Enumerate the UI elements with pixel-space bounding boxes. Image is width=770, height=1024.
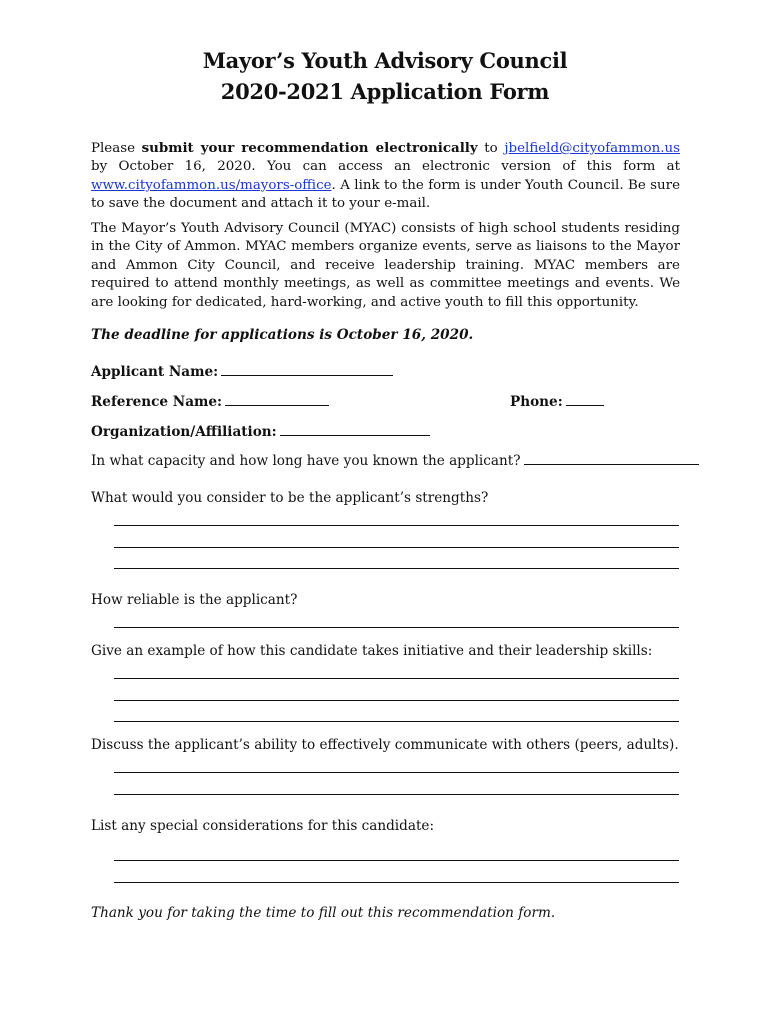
initiative-question: Give an example of how this candidate takes initiative and their leadership skills: xyxy=(91,643,653,659)
applicant-name-label: Applicant Name: xyxy=(91,364,219,380)
intro-emphasis: submit your recommendation electronically xyxy=(141,140,478,156)
reference-name-field[interactable] xyxy=(225,404,329,406)
strengths-answer-line[interactable] xyxy=(114,525,679,526)
intro-text: Please xyxy=(91,141,142,156)
special-answer-line[interactable] xyxy=(114,882,679,883)
phone-label: Phone: xyxy=(510,394,563,410)
phone-row xyxy=(510,394,604,410)
reference-name-label: Reference Name: xyxy=(91,394,223,410)
reference-name-row xyxy=(91,394,329,410)
intro-text: by October 16, 2020. You can access an electronic version of this form at xyxy=(91,159,680,175)
initiative-answer-line[interactable] xyxy=(114,678,679,679)
communicate-question: Discuss the applicant’s ability to effectively communicate with others (peers, adults). xyxy=(91,737,679,753)
special-question: List any special considerations for this candidate: xyxy=(91,818,435,834)
strengths-answer-line[interactable] xyxy=(114,568,679,569)
form-title: Mayor’s Youth Advisory Council xyxy=(202,48,568,73)
organization-label: Organization/Affiliation: xyxy=(91,424,277,440)
reliable-question: How reliable is the applicant? xyxy=(91,592,298,608)
applicant-name-row xyxy=(91,364,393,380)
applicant-name-field[interactable] xyxy=(221,374,393,376)
communicate-answer-line[interactable] xyxy=(114,794,679,795)
council-description: The Mayor’s Youth Advisory Council (MYAC) consists of high school students residing in the City of Ammon. MYAC members organize events, serve as liaisons to the Mayor and Ammon City Council, and receive leadership training. MYAC members are required to attend monthly meetings, as well as committee meetings and events. We are looking for dedicated, hard-working, and active youth to fill this opportunity. xyxy=(91,221,680,310)
strengths-answer-line[interactable] xyxy=(114,547,679,548)
website-link[interactable]: www.cityofammon.us/mayors-office xyxy=(91,177,332,193)
communicate-answer-line[interactable] xyxy=(114,772,679,773)
intro-text: . A link to the form is under Youth Council. Be sure to save the document and attach it to your e-mail. xyxy=(91,177,680,212)
initiative-answer-line[interactable] xyxy=(114,721,679,722)
organization-row xyxy=(91,424,430,440)
capacity-row xyxy=(91,453,699,469)
email-link[interactable]: jbelfield@cityofammon.us xyxy=(504,141,680,156)
thank-you-note: Thank you for taking the time to fill out this recommendation form. xyxy=(91,905,556,921)
reliable-answer-line[interactable] xyxy=(114,627,679,628)
phone-field[interactable] xyxy=(566,404,604,406)
capacity-answer-field[interactable] xyxy=(524,463,699,465)
intro-paragraph xyxy=(91,139,680,214)
capacity-question: In what capacity and how long have you known the applicant? xyxy=(91,453,521,469)
deadline-notice: The deadline for applications is October 16, 2020. xyxy=(91,327,474,343)
strengths-question: What would you consider to be the applicant’s strengths? xyxy=(91,490,489,506)
organization-field[interactable] xyxy=(280,434,430,436)
form-subtitle: 2020-2021 Application Form xyxy=(220,79,550,104)
special-answer-line[interactable] xyxy=(114,860,679,861)
initiative-answer-line[interactable] xyxy=(114,700,679,701)
intro-text: to xyxy=(477,141,505,156)
